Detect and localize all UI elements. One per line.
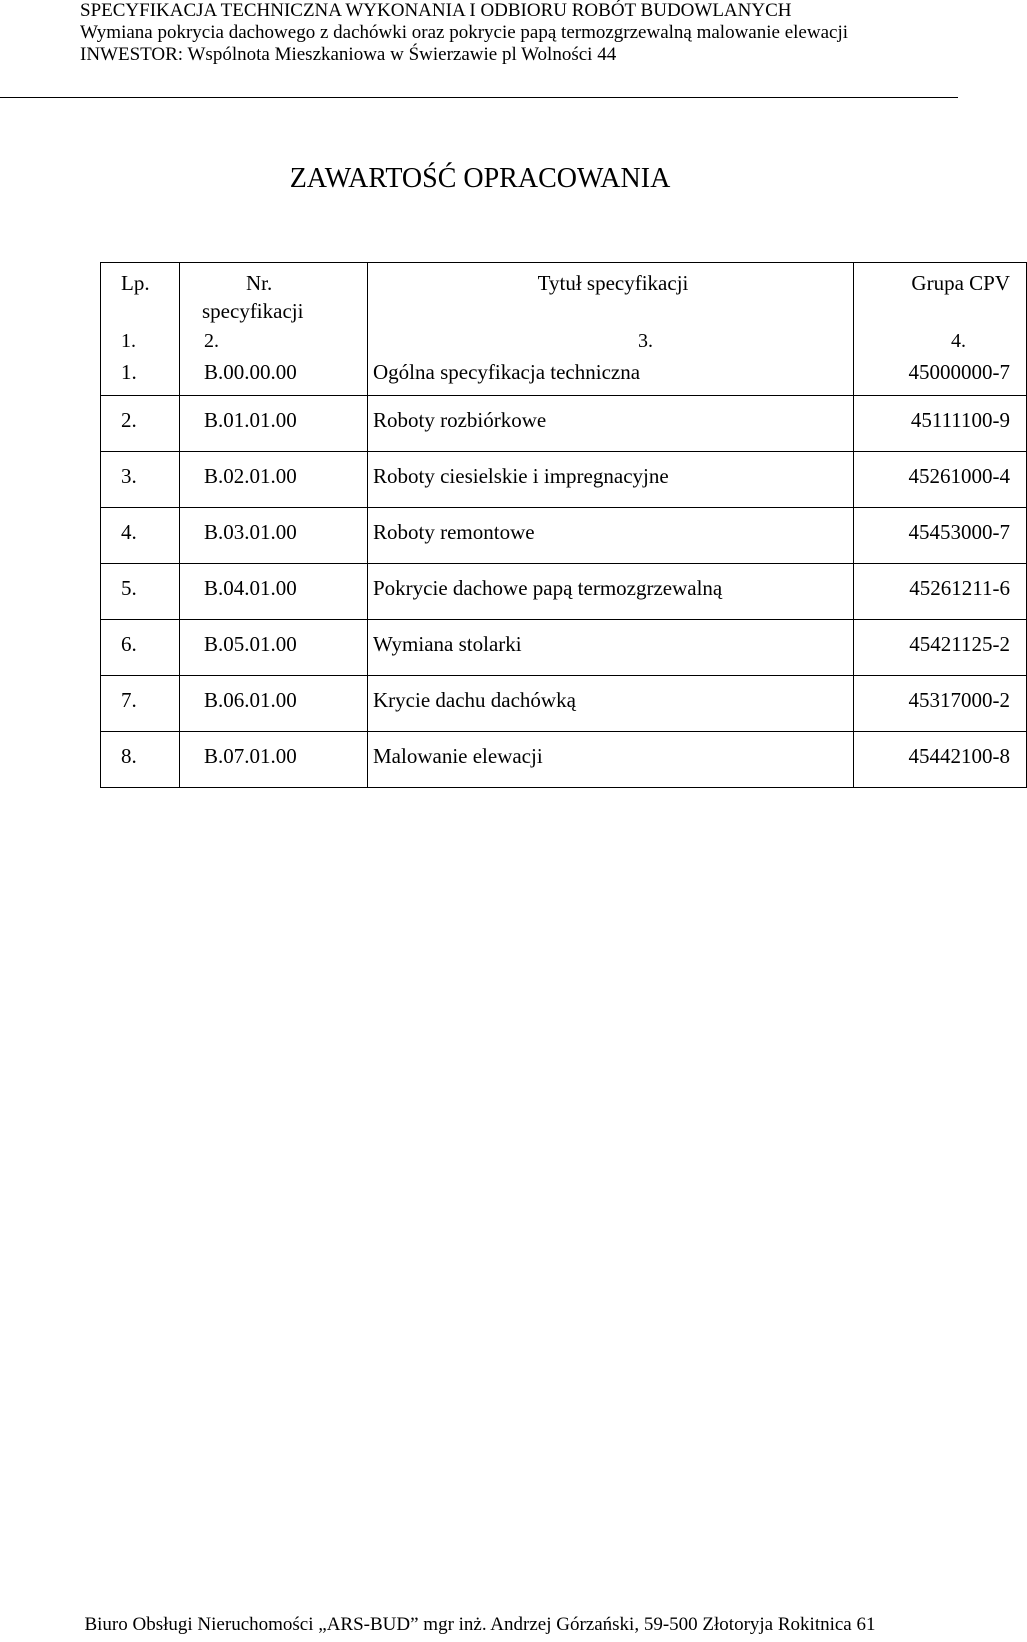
header-cell-lp [101,263,180,330]
header-cell-cpv [854,263,1027,330]
row-lp: 1. [121,360,137,384]
row-spec-title: Pokrycie dachowe papą termozgrzewalną [373,576,723,600]
row-cpv-code: 45317000-2 [908,688,1010,712]
table-row [101,564,1027,620]
row-lp: 3. [121,464,137,488]
document-header [80,0,960,66]
header-nr [202,263,367,325]
row-spec-number: B.02.01.00 [204,464,297,488]
table-row [101,452,1027,508]
row-lp: 5. [121,576,137,600]
row-lp: 8. [121,744,137,768]
row-spec-title: Malowanie elewacji [373,744,543,768]
table-row [101,353,1027,396]
row-cpv-code: 45453000-7 [908,520,1010,544]
header-cell-nr [180,263,368,330]
row-spec-title: Krycie dachu dachówką [373,688,576,712]
column-number-row [101,329,1027,353]
row-cpv-code: 45000000-7 [908,360,1010,384]
header-cell-title [368,263,854,330]
table-row [101,676,1027,732]
row-cpv-code: 45442100-8 [908,744,1010,768]
header-nr-line1: Nr. [246,271,273,295]
header-title: Tytuł specyfikacji [537,271,689,295]
column-number: 1. [101,329,180,353]
column-number: 3. [368,329,854,353]
row-spec-title: Roboty remontowe [373,520,535,544]
row-spec-title: Wymiana stolarki [373,632,522,656]
row-cpv-code: 45111100-9 [910,408,1010,432]
document-footer: Biuro Obsługi Nieruchomości „ARS-BUD” mgr inż. Andrzej Górzański, 59-500 Złotoryja Rokitnica 61 [84,1614,876,1635]
row-lp: 4. [121,520,137,544]
row-spec-number: B.04.01.00 [204,576,297,600]
row-lp: 2. [121,408,137,432]
row-spec-title: Ogólna specyfikacja techniczna [373,360,641,384]
row-spec-number: B.00.00.00 [204,360,297,384]
table-row [101,508,1027,564]
header-spec-title: SPECYFIKACJA TECHNICZNA WYKONANIA I ODBIORU ROBÓT BUDOWLANYCH [80,0,792,21]
column-number: 4. [854,329,1027,353]
row-cpv-code: 45421125-2 [909,632,1010,656]
row-lp: 7. [121,688,137,712]
table-row [101,396,1027,452]
row-lp: 6. [121,632,137,656]
row-spec-title: Roboty ciesielskie i impregnacyjne [373,464,669,488]
row-spec-number: B.07.01.00 [204,744,297,768]
row-spec-number: B.03.01.00 [204,520,297,544]
row-spec-number: B.01.01.00 [204,408,297,432]
row-spec-title: Roboty rozbiórkowe [373,408,547,432]
row-cpv-code: 45261211-6 [909,576,1010,600]
header-project-description: Wymiana pokrycia dachowego z dachówki oraz pokrycie papą termozgrzewalną malowanie elewacji [80,22,848,43]
row-cpv-code: 45261000-4 [908,464,1010,488]
row-spec-number: B.06.01.00 [204,688,297,712]
page-title: ZAWARTOŚĆ OPRACOWANIA [289,163,671,194]
table-header-row [101,263,1027,330]
column-number: 2. [180,329,368,353]
table-row [101,620,1027,676]
header-cpv: Grupa CPV [911,271,1010,295]
header-nr-line2: specyfikacji [202,299,304,323]
row-spec-number: B.05.01.00 [204,632,297,656]
header-investor: INWESTOR: Wspólnota Mieszkaniowa w Świerzawie pl Wolności 44 [80,44,617,65]
header-divider [0,97,958,98]
contents-table [100,262,1027,788]
table-row [101,732,1027,788]
header-lp: Lp. [121,271,150,295]
